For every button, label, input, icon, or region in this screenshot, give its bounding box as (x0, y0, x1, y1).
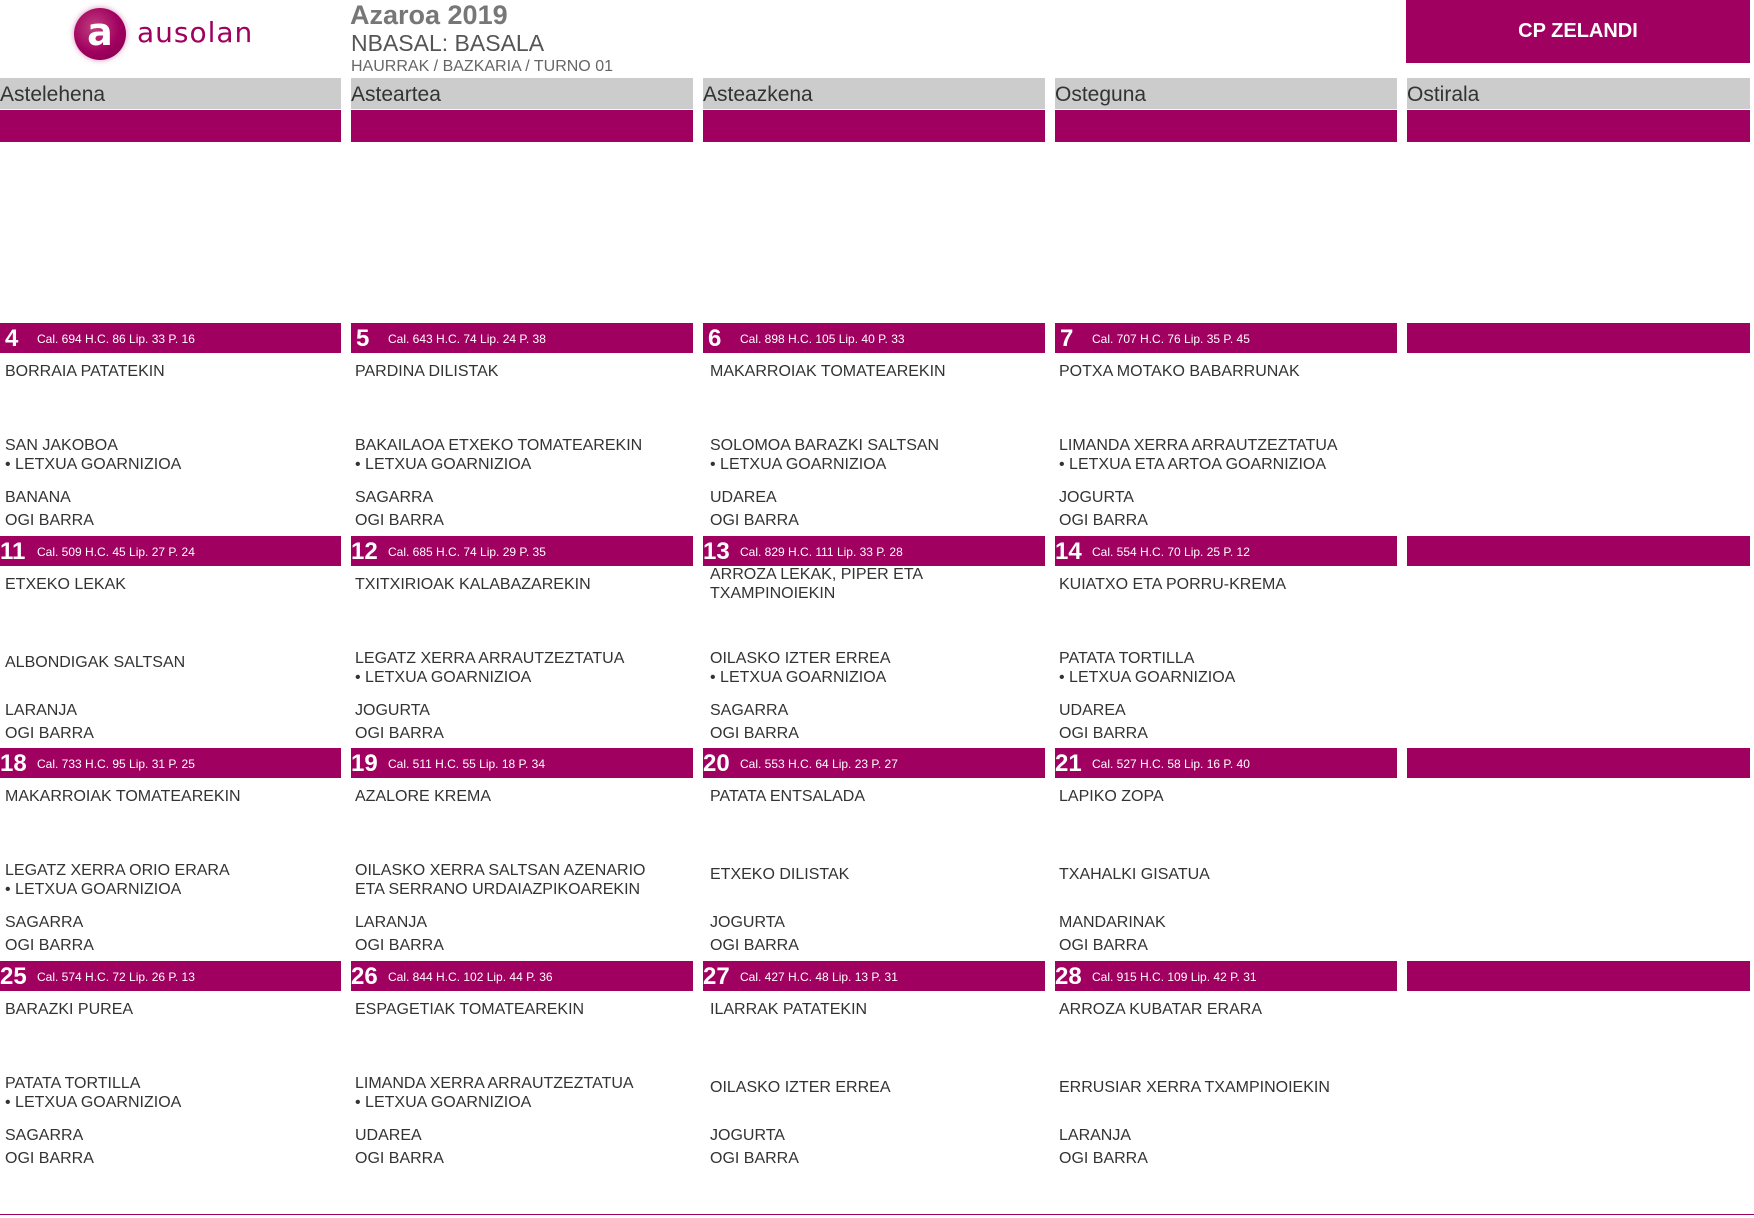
day-top-bar-3 (703, 110, 1045, 142)
bread: OGI BARRA (1059, 1150, 1148, 1167)
date-bar-empty (1407, 961, 1750, 991)
first-course: KUIATXO ETA PORRU-KREMA (1059, 576, 1286, 593)
date-bar (0, 748, 341, 778)
first-course: ARROZA LEKAK, PIPER ETA (710, 566, 924, 583)
second-course: SAN JAKOBOA (5, 437, 118, 454)
second-course: • LETXUA GOARNIZIOA (355, 669, 532, 686)
date-bar-empty (1407, 536, 1750, 566)
date-bar (703, 961, 1045, 991)
date-number: 28 (1055, 963, 1082, 990)
second-course: • LETXUA ETA ARTOA GOARNIZIOA (1059, 456, 1327, 473)
bread: OGI BARRA (355, 512, 444, 529)
nutrition-info: Cal. 427 H.C. 48 Lip. 13 P. 31 (740, 970, 898, 984)
date-number: 13 (703, 538, 730, 565)
second-course: SOLOMOA BARAZKI SALTSAN (710, 437, 940, 454)
second-course: TXAHALKI GISATUA (1059, 866, 1210, 883)
bread: OGI BARRA (1059, 512, 1148, 529)
date-bar (703, 748, 1045, 778)
first-course: TXITXIRIOAK KALABAZAREKIN (355, 576, 591, 593)
nutrition-info: Cal. 898 H.C. 105 Lip. 40 P. 33 (740, 332, 905, 346)
date-bar (1055, 323, 1397, 353)
date-number: 7 (1060, 325, 1074, 352)
first-course: AZALORE KREMA (355, 788, 492, 805)
day-header-4: Osteguna (1055, 78, 1397, 109)
date-number: 25 (0, 963, 27, 990)
day-top-bar-2 (351, 110, 693, 142)
nutrition-info: Cal. 527 H.C. 58 Lip. 16 P. 40 (1092, 757, 1250, 771)
second-course: • LETXUA GOARNIZIOA (5, 881, 182, 898)
date-number: 20 (703, 750, 730, 777)
second-course: • LETXUA GOARNIZIOA (710, 456, 887, 473)
dessert: SAGARRA (5, 1127, 84, 1144)
date-bar (351, 961, 693, 991)
date-number: 4 (5, 325, 19, 352)
date-bar (1055, 536, 1397, 566)
first-course: LAPIKO ZOPA (1059, 788, 1164, 805)
second-course: PATATA TORTILLA (1059, 650, 1195, 667)
dessert: LARANJA (355, 914, 428, 931)
date-number: 14 (1055, 538, 1082, 565)
page-title: Azaroa 2019 (350, 0, 508, 30)
date-bar (0, 961, 341, 991)
date-number: 26 (351, 963, 378, 990)
bottom-divider (0, 1214, 1754, 1215)
date-number: 18 (0, 750, 27, 777)
date-bar (1055, 748, 1397, 778)
dessert: LARANJA (5, 702, 78, 719)
bread: OGI BARRA (1059, 937, 1148, 954)
second-course: ERRUSIAR XERRA TXAMPINOIEKIN (1059, 1079, 1330, 1096)
nutrition-info: Cal. 694 H.C. 86 Lip. 33 P. 16 (37, 332, 195, 346)
second-course: BAKAILAOA ETXEKO TOMATEAREKIN (355, 437, 643, 454)
second-course: OILASKO IZTER ERREA (710, 1079, 891, 1096)
second-course: • LETXUA GOARNIZIOA (355, 1094, 532, 1111)
second-course: LIMANDA XERRA ARRAUTZEZTATUA (1059, 437, 1338, 454)
bread: OGI BARRA (5, 937, 94, 954)
second-course: PATATA TORTILLA (5, 1075, 141, 1092)
date-number: 27 (703, 963, 730, 990)
date-bar-empty (1407, 323, 1750, 353)
nutrition-info: Cal. 553 H.C. 64 Lip. 23 P. 27 (740, 757, 898, 771)
dessert: JOGURTA (710, 1127, 785, 1144)
second-course: LEGATZ XERRA ORIO ERARA (5, 862, 230, 879)
bread: OGI BARRA (710, 512, 799, 529)
dessert: BANANA (5, 489, 71, 506)
date-bar (1055, 961, 1397, 991)
bread: OGI BARRA (355, 725, 444, 742)
dessert: SAGARRA (355, 489, 434, 506)
first-course: BARAZKI PUREA (5, 1001, 134, 1018)
first-course: MAKARROIAK TOMATEAREKIN (5, 788, 241, 805)
first-course: PARDINA DILISTAK (355, 363, 499, 380)
bread: OGI BARRA (710, 1150, 799, 1167)
menu-type: NBASAL: BASALA (351, 30, 545, 56)
dessert: JOGURTA (710, 914, 785, 931)
bread: OGI BARRA (355, 937, 444, 954)
first-course: ILARRAK PATATEKIN (710, 1001, 868, 1018)
dessert: MANDARINAK (1059, 914, 1166, 931)
bread: OGI BARRA (1059, 725, 1148, 742)
date-bar (351, 323, 693, 353)
nutrition-info: Cal. 707 H.C. 76 Lip. 35 P. 45 (1092, 332, 1250, 346)
date-number: 12 (351, 538, 378, 565)
first-course: BORRAIA PATATEKIN (5, 363, 165, 380)
first-course: POTXA MOTAKO BABARRUNAK (1059, 363, 1300, 380)
nutrition-info: Cal. 685 H.C. 74 Lip. 29 P. 35 (388, 545, 546, 559)
logo-a-icon: a (74, 8, 126, 60)
second-course: • LETXUA GOARNIZIOA (355, 456, 532, 473)
nutrition-info: Cal. 844 H.C. 102 Lip. 44 P. 36 (388, 970, 553, 984)
second-course: ALBONDIGAK SALTSAN (5, 654, 186, 671)
date-number: 21 (1055, 750, 1082, 777)
dessert: LARANJA (1059, 1127, 1132, 1144)
bread: OGI BARRA (5, 512, 94, 529)
date-bar (351, 536, 693, 566)
nutrition-info: Cal. 511 H.C. 55 Lip. 18 P. 34 (388, 757, 545, 771)
day-top-bar-4 (1055, 110, 1397, 142)
second-course: • LETXUA GOARNIZIOA (710, 669, 887, 686)
day-header-2: Asteartea (351, 78, 693, 109)
nutrition-info: Cal. 829 H.C. 111 Lip. 33 P. 28 (740, 545, 903, 559)
second-course: • LETXUA GOARNIZIOA (5, 456, 182, 473)
second-course: ETA SERRANO URDAIAZPIKOAREKIN (355, 881, 641, 898)
second-course: ETXEKO DILISTAK (710, 866, 850, 883)
bread: OGI BARRA (5, 725, 94, 742)
dessert: SAGARRA (710, 702, 789, 719)
second-course: LEGATZ XERRA ARRAUTZEZTATUA (355, 650, 625, 667)
second-course: OILASKO XERRA SALTSAN AZENARIO (355, 862, 646, 879)
date-bar (0, 536, 341, 566)
menu-caption: HAURRAK / BAZKARIA / TURNO 01 (351, 58, 613, 75)
nutrition-info: Cal. 643 H.C. 74 Lip. 24 P. 38 (388, 332, 546, 346)
logo-wordmark: ausolan (137, 16, 254, 49)
date-number: 6 (708, 325, 722, 352)
first-course: ARROZA KUBATAR ERARA (1059, 1001, 1262, 1018)
dessert: UDAREA (710, 489, 777, 506)
first-course: TXAMPINOIEKIN (710, 585, 836, 602)
date-bar (0, 323, 341, 353)
nutrition-info: Cal. 733 H.C. 95 Lip. 31 P. 25 (37, 757, 195, 771)
day-header-3: Asteazkena (703, 78, 1045, 109)
date-number: 19 (351, 750, 378, 777)
nutrition-info: Cal. 554 H.C. 70 Lip. 25 P. 12 (1092, 545, 1250, 559)
bread: OGI BARRA (710, 937, 799, 954)
bread: OGI BARRA (710, 725, 799, 742)
first-course: MAKARROIAK TOMATEAREKIN (710, 363, 946, 380)
nutrition-info: Cal. 509 H.C. 45 Lip. 27 P. 24 (37, 545, 195, 559)
day-header-5: Ostirala (1407, 78, 1750, 109)
school-badge: CP ZELANDI (1406, 0, 1750, 63)
nutrition-info: Cal. 915 H.C. 109 Lip. 42 P. 31 (1092, 970, 1257, 984)
bread: OGI BARRA (5, 1150, 94, 1167)
dessert: JOGURTA (1059, 489, 1134, 506)
day-header-1: Astelehena (0, 78, 341, 109)
second-course: • LETXUA GOARNIZIOA (1059, 669, 1236, 686)
bread: OGI BARRA (355, 1150, 444, 1167)
day-top-bar-5 (1407, 110, 1750, 142)
ausolan-logo (74, 6, 274, 62)
nutrition-info: Cal. 574 H.C. 72 Lip. 26 P. 13 (37, 970, 195, 984)
second-course: LIMANDA XERRA ARRAUTZEZTATUA (355, 1075, 634, 1092)
date-number: 5 (356, 325, 370, 352)
first-course: ETXEKO LEKAK (5, 576, 126, 593)
date-bar (351, 748, 693, 778)
date-bar-empty (1407, 748, 1750, 778)
dessert: JOGURTA (355, 702, 430, 719)
date-bar (703, 323, 1045, 353)
second-course: • LETXUA GOARNIZIOA (5, 1094, 182, 1111)
day-top-bar-1 (0, 110, 341, 142)
first-course: PATATA ENTSALADA (710, 788, 865, 805)
dessert: UDAREA (355, 1127, 422, 1144)
date-number: 11 (0, 538, 26, 565)
second-course: OILASKO IZTER ERREA (710, 650, 891, 667)
dessert: UDAREA (1059, 702, 1126, 719)
date-bar (703, 536, 1045, 566)
dessert: SAGARRA (5, 914, 84, 931)
first-course: ESPAGETIAK TOMATEAREKIN (355, 1001, 585, 1018)
